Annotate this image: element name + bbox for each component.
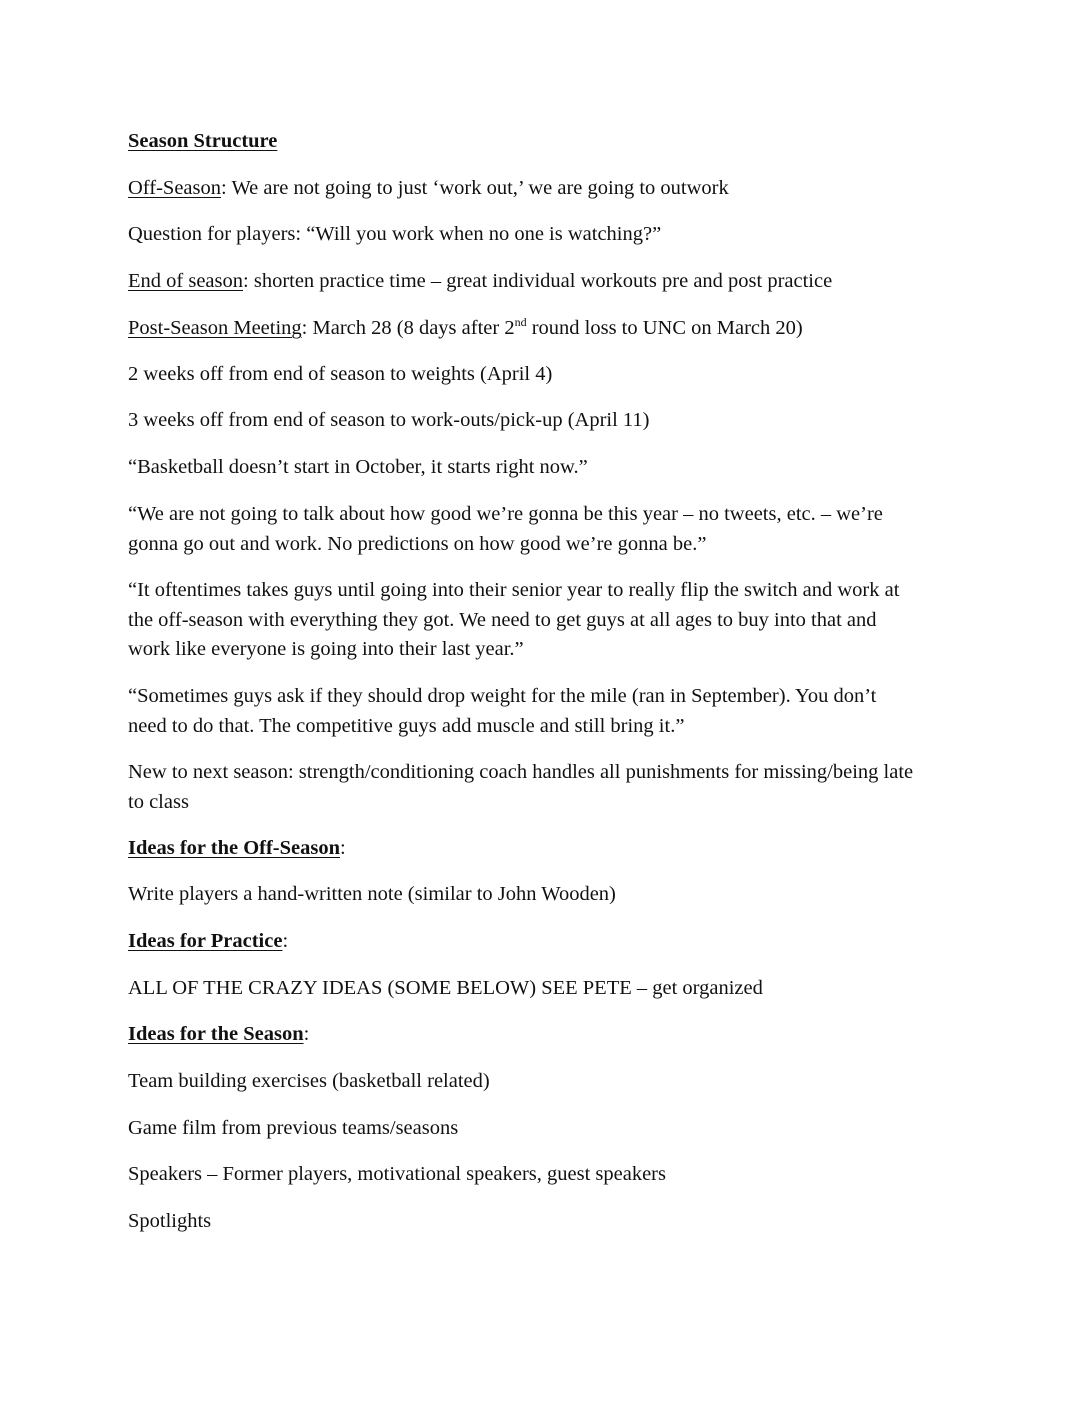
predictions-quote: [128, 500, 958, 559]
basketball-quote: “Basketball doesn’t start in October, it starts right now.”: [128, 456, 588, 478]
senior-year-quote-line: the off-season with everything they got. We need to get guys at all ages to buy into that and: [128, 608, 877, 631]
post-season-meeting-label: Post-Season Meeting: [128, 317, 302, 339]
workouts-paragraph: 3 weeks off from end of season to work-outs/pick-up (April 11): [128, 409, 650, 431]
senior-year-quote-line: work like everyone is going into their last year.”: [128, 638, 524, 660]
new-next-season-line: New to next season: strength/conditioning coach handles all punishments for missing/being late: [128, 761, 914, 783]
heading-colon: :: [282, 930, 289, 952]
heading-colon: :: [340, 837, 346, 859]
ideas-off-season-heading: [128, 834, 958, 864]
question-paragraph: Question for players: “Will you work when no one is watching?”: [128, 223, 662, 245]
predictions-quote-line: “We are not going to talk about how good we’re gonna be this year – no tweets, etc. – we’re: [128, 503, 883, 525]
predictions-quote-line: gonna go out and work. No predictions on how good we’re gonna be.”: [128, 532, 707, 555]
weight-quote-line: “Sometimes guys ask if they should drop weight for the mile (ran in September). You don’t: [128, 685, 877, 707]
ideas-off-season-item: Write players a hand-written note (similar to John Wooden): [128, 883, 616, 905]
ideas-season-item: Game film from previous teams/seasons: [128, 1117, 459, 1139]
ideas-off-season-heading-text: Ideas for the Off-Season: [128, 837, 341, 859]
heading-colon: :: [303, 1023, 310, 1045]
ideas-season-item: Spotlights: [128, 1210, 212, 1232]
weights-paragraph: 2 weeks off from end of season to weights (April 4): [128, 363, 553, 385]
new-next-season-line: to class: [128, 790, 189, 813]
off-season-text: : We are not going to just ‘work out,’ we are going to outwork: [221, 177, 729, 199]
ordinal-superscript: nd: [514, 315, 527, 329]
post-season-meeting-text-after: round loss to UNC on March 20): [526, 317, 803, 339]
senior-year-quote: [128, 576, 958, 665]
ideas-practice-heading-text: Ideas for Practice: [128, 930, 283, 952]
end-of-season-label: End of season: [128, 270, 244, 292]
ideas-season-heading-text: Ideas for the Season: [128, 1023, 304, 1045]
end-of-season-paragraph: [128, 267, 958, 297]
post-season-meeting-paragraph: [128, 314, 958, 344]
ideas-season-item: Speakers – Former players, motivational speakers, guest speakers: [128, 1163, 666, 1185]
new-next-season-paragraph: [128, 758, 958, 817]
senior-year-quote-line: “It oftentimes takes guys until going into their senior year to really flip the switch and work at: [128, 579, 900, 601]
post-season-meeting-text: : March 28 (8 days after 2: [301, 317, 515, 339]
off-season-paragraph: [128, 174, 958, 204]
ideas-season-item: Team building exercises (basketball related): [128, 1070, 490, 1092]
end-of-season-text: : shorten practice time – great individual workouts pre and post practice: [243, 270, 833, 292]
ideas-practice-heading: [128, 927, 958, 957]
ideas-practice-item: ALL OF THE CRAZY IDEAS (SOME BELOW) SEE PETE – get organized: [128, 977, 763, 999]
ideas-season-heading: [128, 1020, 958, 1050]
weight-quote-line: need to do that. The competitive guys add muscle and still bring it.”: [128, 714, 685, 737]
off-season-label: Off-Season: [128, 177, 221, 199]
section-title: Season Structure: [128, 130, 278, 152]
weight-quote: [128, 682, 958, 741]
